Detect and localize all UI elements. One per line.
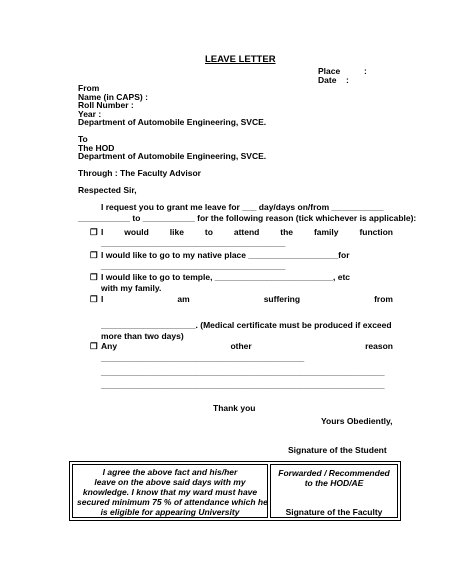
- option-1-text: [101, 227, 393, 237]
- reason-blank-2[interactable]: ____________________________________________________________: [101, 367, 385, 377]
- place-label: Place: [318, 66, 341, 76]
- option-2-checkbox[interactable]: ❒: [90, 250, 98, 260]
- word: other: [230, 341, 252, 351]
- word: function: [359, 227, 393, 237]
- through-line: Through : The Faculty Advisor: [78, 168, 201, 178]
- word: to: [204, 227, 213, 237]
- body-line-2: ___________ to ___________ for the following reason (tick whichever is applicable):: [78, 213, 417, 223]
- word: I: [101, 227, 104, 237]
- to-hod-label: to the HOD/AE: [304, 478, 364, 488]
- student-signature-label: Signature of the Student: [288, 445, 387, 455]
- option-1-checkbox[interactable]: ❒: [90, 227, 98, 237]
- word: reason: [365, 341, 393, 351]
- letter-title: LEAVE LETTER: [205, 54, 276, 65]
- consent-line-2: leave on the above said days with my: [94, 477, 246, 487]
- word: am: [177, 294, 190, 304]
- option-4-text: [101, 294, 393, 304]
- option-4-checkbox[interactable]: ❒: [90, 294, 98, 304]
- to-label: To: [78, 134, 88, 144]
- option-3-continuation: with my family.: [101, 283, 162, 293]
- option-3-text: I would like to go to temple, _________________________, etc: [101, 272, 350, 282]
- option-1-blank[interactable]: _______________________________________: [101, 238, 286, 248]
- to-hod: The HOD: [78, 143, 115, 153]
- option-5-checkbox[interactable]: ❒: [90, 341, 98, 351]
- option-2-blank[interactable]: _______________________________________: [101, 261, 286, 271]
- option-3-checkbox[interactable]: ❒: [90, 272, 98, 282]
- consent-line-4: secured minimum 75 % of attendance which he: [77, 497, 268, 507]
- roll-number-label: Roll Number :: [78, 100, 134, 110]
- consent-line-5: is eligible for appearing University: [100, 507, 240, 517]
- word: the: [280, 227, 294, 237]
- reason-blank-1[interactable]: ___________________________________________: [101, 353, 305, 363]
- option-2-text: I would like to go to my native place ___________________for: [101, 250, 350, 260]
- word: I: [101, 294, 104, 304]
- consent-line-3: knowledge. I know that my ward must have: [82, 487, 258, 497]
- word: family: [313, 227, 339, 237]
- date-separator: :: [346, 75, 349, 85]
- option-5-text: [101, 341, 393, 351]
- consent-line-1: I agree the above fact and his/her: [102, 467, 238, 477]
- place-separator: :: [364, 66, 367, 76]
- salutation: Respected Sir,: [78, 185, 137, 195]
- from-label: From: [78, 83, 100, 93]
- from-department: Department of Automobile Engineering, SVCE.: [78, 117, 267, 127]
- thank-you: Thank you: [213, 403, 256, 413]
- word: from: [374, 294, 393, 304]
- yours-obediently: Yours Obediently,: [321, 416, 393, 426]
- option-4-blank[interactable]: ____________________. (Medical certificate must be produced if exceed: [101, 320, 392, 330]
- faculty-signature-label: Signature of the Faculty: [285, 507, 383, 517]
- reason-blank-3[interactable]: ____________________________________________________________: [101, 380, 385, 390]
- word: would: [124, 227, 149, 237]
- faculty-box: [270, 464, 398, 518]
- name-field-label: Name (in CAPS) :: [78, 92, 148, 102]
- parent-consent-box: [72, 464, 268, 518]
- word: Any: [101, 341, 118, 351]
- option-4-continuation: more than two days): [101, 331, 184, 341]
- word: like: [169, 227, 184, 237]
- to-department: Department of Automobile Engineering, SVCE.: [78, 151, 267, 161]
- forwarded-label: Forwarded / Recommended: [278, 468, 390, 478]
- year-label: Year :: [78, 109, 102, 119]
- date-label: Date: [318, 75, 337, 85]
- word: suffering: [263, 294, 301, 304]
- body-line-1: I request you to grant me leave for ___ day/days on/from ___________: [101, 202, 384, 212]
- word: attend: [233, 227, 260, 237]
